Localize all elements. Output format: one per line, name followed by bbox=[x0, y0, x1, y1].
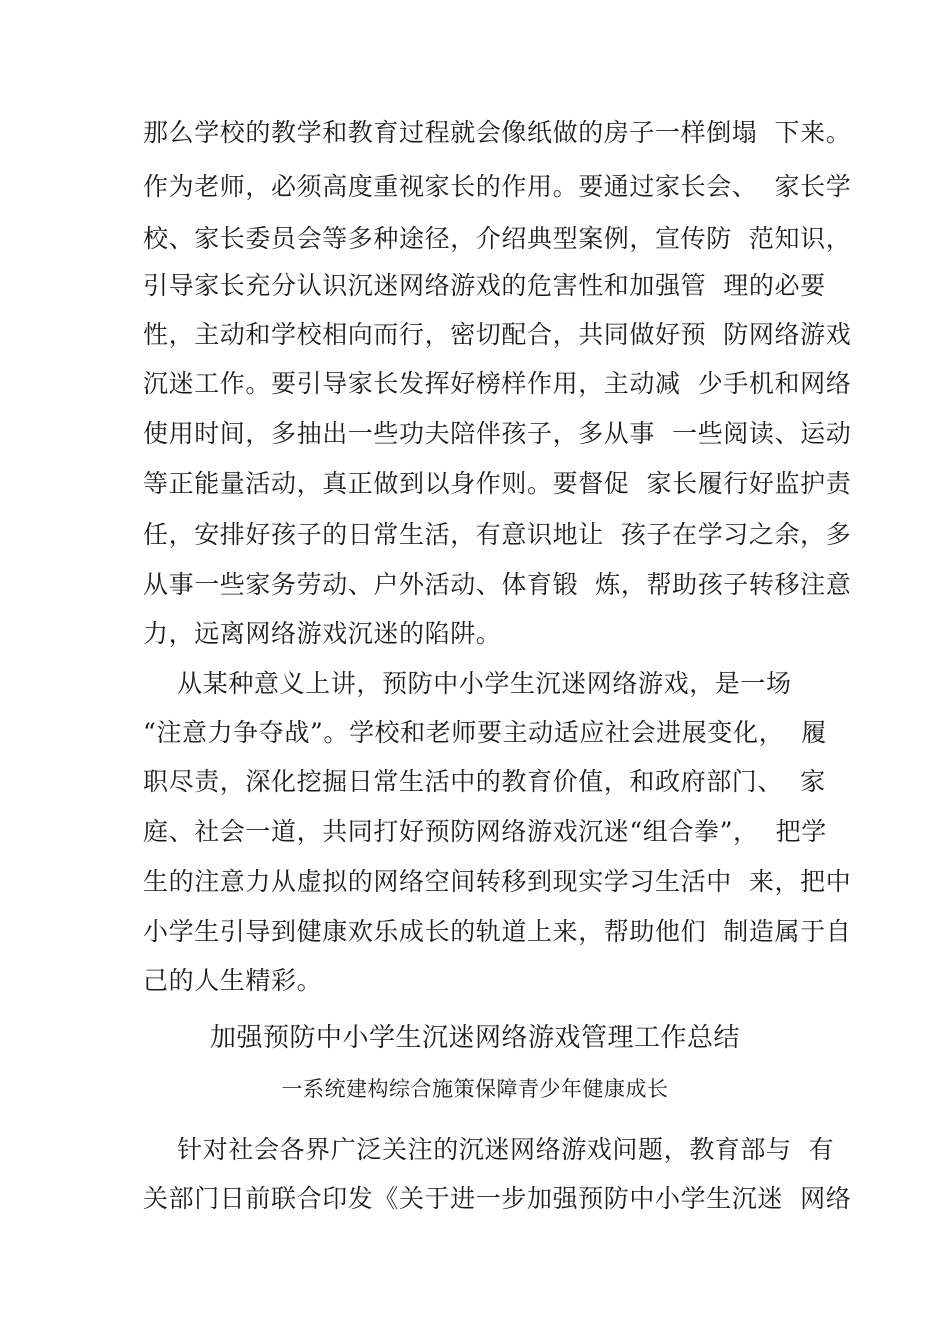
text-line: 小学生引导到健康欢乐成长的轨道上来，帮助他们 制造属于自 bbox=[143, 917, 852, 946]
text-line: 等正能量活动，真正做到以身作则。要督促 家长履行好监护责 bbox=[143, 469, 852, 498]
text-line: 力，远离网络游戏沉迷的陷阱。 bbox=[143, 619, 502, 648]
text-line: 引导家长充分认识沉迷网络游戏的危害性和加强管 理的必要 bbox=[143, 271, 826, 300]
text-line: 任，安排好孩子的日常生活，有意识地让 孩子在学习之余，多 bbox=[143, 520, 852, 549]
text-line: 从某种意义上讲，预防中小学生沉迷网络游戏，是一场 bbox=[143, 669, 792, 698]
text-line: 沉迷工作。要引导家长发挥好榜样作用，主动减 少手机和网络 bbox=[143, 369, 852, 398]
document-title: 加强预防中小学生沉迷网络游戏管理工作总结 bbox=[209, 1023, 740, 1053]
text-line: 关部门日前联合印发《关于进一步加强预防中小学生沉迷 网络 bbox=[143, 1184, 852, 1213]
text-line: 庭、社会一道，共同打好预防网络游戏沉迷“组合拳”， 把学 bbox=[143, 817, 827, 846]
text-line: 职尽责，深化挖掘日常生活中的教育价值，和政府部门、 家 bbox=[143, 767, 826, 796]
text-line: 作为老师，必须高度重视家长的作用。要通过家长会、 家长学 bbox=[143, 172, 852, 201]
text-line: 校、家长委员会等多种途径，介绍典型案例，宣传防 范知识， bbox=[143, 224, 852, 253]
text-line: 针对社会各界广泛关注的沉迷网络游戏问题，教育部与 有 bbox=[143, 1135, 835, 1164]
document-subtitle: 一系统建构综合施策保障青少年健康成长 bbox=[281, 1077, 669, 1101]
text-line: 生的注意力从虚拟的网络空间转移到现实学习生活中 来，把中 bbox=[143, 867, 852, 896]
text-line: 性，主动和学校相向而行，密切配合，共同做好预 防网络游戏 bbox=[143, 320, 852, 349]
text-line: “注意力争夺战”。学校和老师要主动适应社会进展变化， 履 bbox=[143, 718, 827, 747]
text-line: 使用时间，多抽出一些功夫陪伴孩子，多从事 一些阅读、运动 bbox=[143, 419, 852, 448]
text-line: 从事一些家务劳动、户外活动、体育锻 炼，帮助孩子转移注意 bbox=[143, 570, 852, 599]
text-line: 己的人生精彩。 bbox=[143, 966, 323, 995]
text-line: 那么学校的教学和教育过程就会像纸做的房子一样倒塌 下来。 bbox=[143, 118, 852, 147]
